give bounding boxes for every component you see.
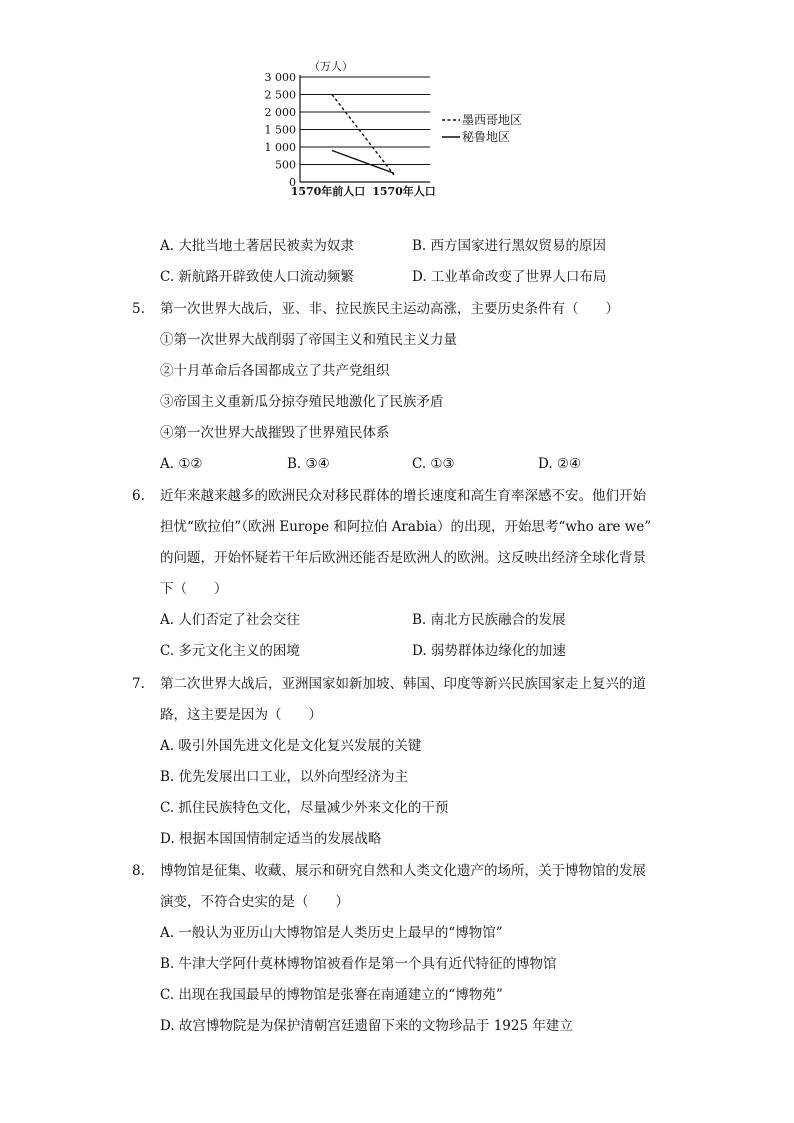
q6-option-a[interactable]: A. 人们否定了社会交往 [160, 612, 300, 628]
q4-option-a[interactable]: A. 大批当地土著居民被卖为奴隶 [160, 238, 354, 254]
chart-y-tick-label: 1 500 [264, 123, 296, 137]
q5-item-2: ②十月革命后各国都成立了共产党组织 [160, 363, 390, 379]
q5-item-3: ③帝国主义重新瓜分掠夺殖民地激化了民族矛盾 [160, 394, 444, 410]
population-line-chart [262, 58, 562, 208]
chart-series-line-1 [332, 95, 394, 176]
chart-legend-label: 秘鲁地区 [462, 130, 511, 144]
q8-option-c[interactable]: C. 出现在我国最早的博物馆是张謇在南通建立的“博物苑” [160, 987, 503, 1003]
q5-item-1: ①第一次世界大战削弱了帝国主义和殖民主义力量 [160, 332, 457, 348]
chart-y-tick-label: 0 [289, 176, 296, 189]
q6-stem-line-3: 的问题，开始怀疑若干年后欧洲还能否是欧洲人的欧洲。这反映出经济全球化背景 [160, 550, 646, 566]
q5-item-4: ④第一次世界大战摧毁了世界殖民体系 [160, 425, 390, 441]
q7-option-a[interactable]: A. 吸引外国先进文化是文化复兴发展的关键 [160, 738, 422, 754]
q7-stem-line-2: 路，这主要是因为（ ） [160, 707, 322, 723]
q6-option-b[interactable]: B. 南北方民族融合的发展 [412, 612, 566, 628]
q5-option-d[interactable]: D. ②④ [538, 456, 582, 472]
q8-stem-line-1: 博物馆是征集、收藏、展示和研究自然和人类文化遗产的场所，关于博物馆的发展 [160, 863, 646, 879]
q7-number: 7. [132, 676, 145, 692]
q6-stem-line-1: 近年来越来越多的欧洲民众对移民群体的增长速度和高生育率深感不安。他们开始 [160, 488, 646, 504]
q5-stem: 第一次世界大战后，亚、非、拉民族民主运动高涨，主要历史条件有（ ） [160, 301, 619, 317]
chart-x-tick-label: 1570年前人口 [290, 185, 366, 198]
chart-unit-label: （万人） [309, 60, 353, 73]
q7-option-b[interactable]: B. 优先发展出口工业，以外向型经济为主 [160, 769, 409, 785]
q6-number: 6. [132, 488, 145, 504]
q7-option-c[interactable]: C. 抓住民族特色文化，尽量减少外来文化的干预 [160, 800, 449, 816]
q4-option-b[interactable]: B. 西方国家进行黑奴贸易的原因 [412, 238, 607, 254]
q8-option-a[interactable]: A. 一般认为亚历山大博物馆是人类历史上最早的“博物馆” [160, 925, 503, 941]
q5-option-c[interactable]: C. ①③ [412, 456, 455, 472]
q6-option-c[interactable]: C. 多元文化主义的困境 [160, 643, 300, 659]
chart-svg [262, 58, 562, 208]
q5-option-b[interactable]: B. ③④ [287, 456, 330, 472]
q8-option-d[interactable]: D. 故宫博物院是为保护清朝宫廷遗留下来的文物珍品于 1925 年建立 [160, 1018, 573, 1034]
q8-stem-line-2: 演变，不符合史实的是（ ） [160, 894, 349, 910]
q8-number: 8. [132, 863, 145, 879]
chart-y-tick-label: 2 500 [264, 88, 296, 102]
q5-number: 5. [132, 301, 145, 317]
chart-y-tick-label: 2 000 [264, 106, 296, 119]
q4-option-d[interactable]: D. 工业革命改变了世界人口布局 [412, 269, 607, 285]
chart-series-line-2 [332, 151, 394, 174]
chart-y-tick-label: 1 000 [264, 141, 296, 154]
chart-y-tick-label: 3 000 [264, 71, 296, 84]
q6-stem-line-4: 下（ ） [160, 581, 228, 597]
q8-option-b[interactable]: B. 牛津大学阿什莫林博物馆被看作是第一个具有近代特征的博物馆 [160, 956, 557, 972]
q5-option-a[interactable]: A. ①② [160, 456, 203, 472]
chart-y-tick-label: 500 [275, 158, 296, 172]
q6-stem-line-2: 担忧“欧拉伯”（欧洲 Europe 和阿拉伯 Arabia）的出现，开始思考“who are we” [160, 519, 652, 535]
chart-legend-label: 墨西哥地区 [462, 113, 523, 127]
q4-option-c[interactable]: C. 新航路开辟致使人口流动频繁 [160, 269, 354, 285]
q7-stem-line-1: 第二次世界大战后，亚洲国家如新加坡、韩国、印度等新兴民族国家走上复兴的道 [160, 676, 646, 692]
q7-option-d[interactable]: D. 根据本国国情制定适当的发展战略 [160, 831, 382, 847]
q6-option-d[interactable]: D. 弱势群体边缘化的加速 [412, 643, 566, 659]
chart-x-tick-label: 1570年人口 [372, 185, 436, 198]
